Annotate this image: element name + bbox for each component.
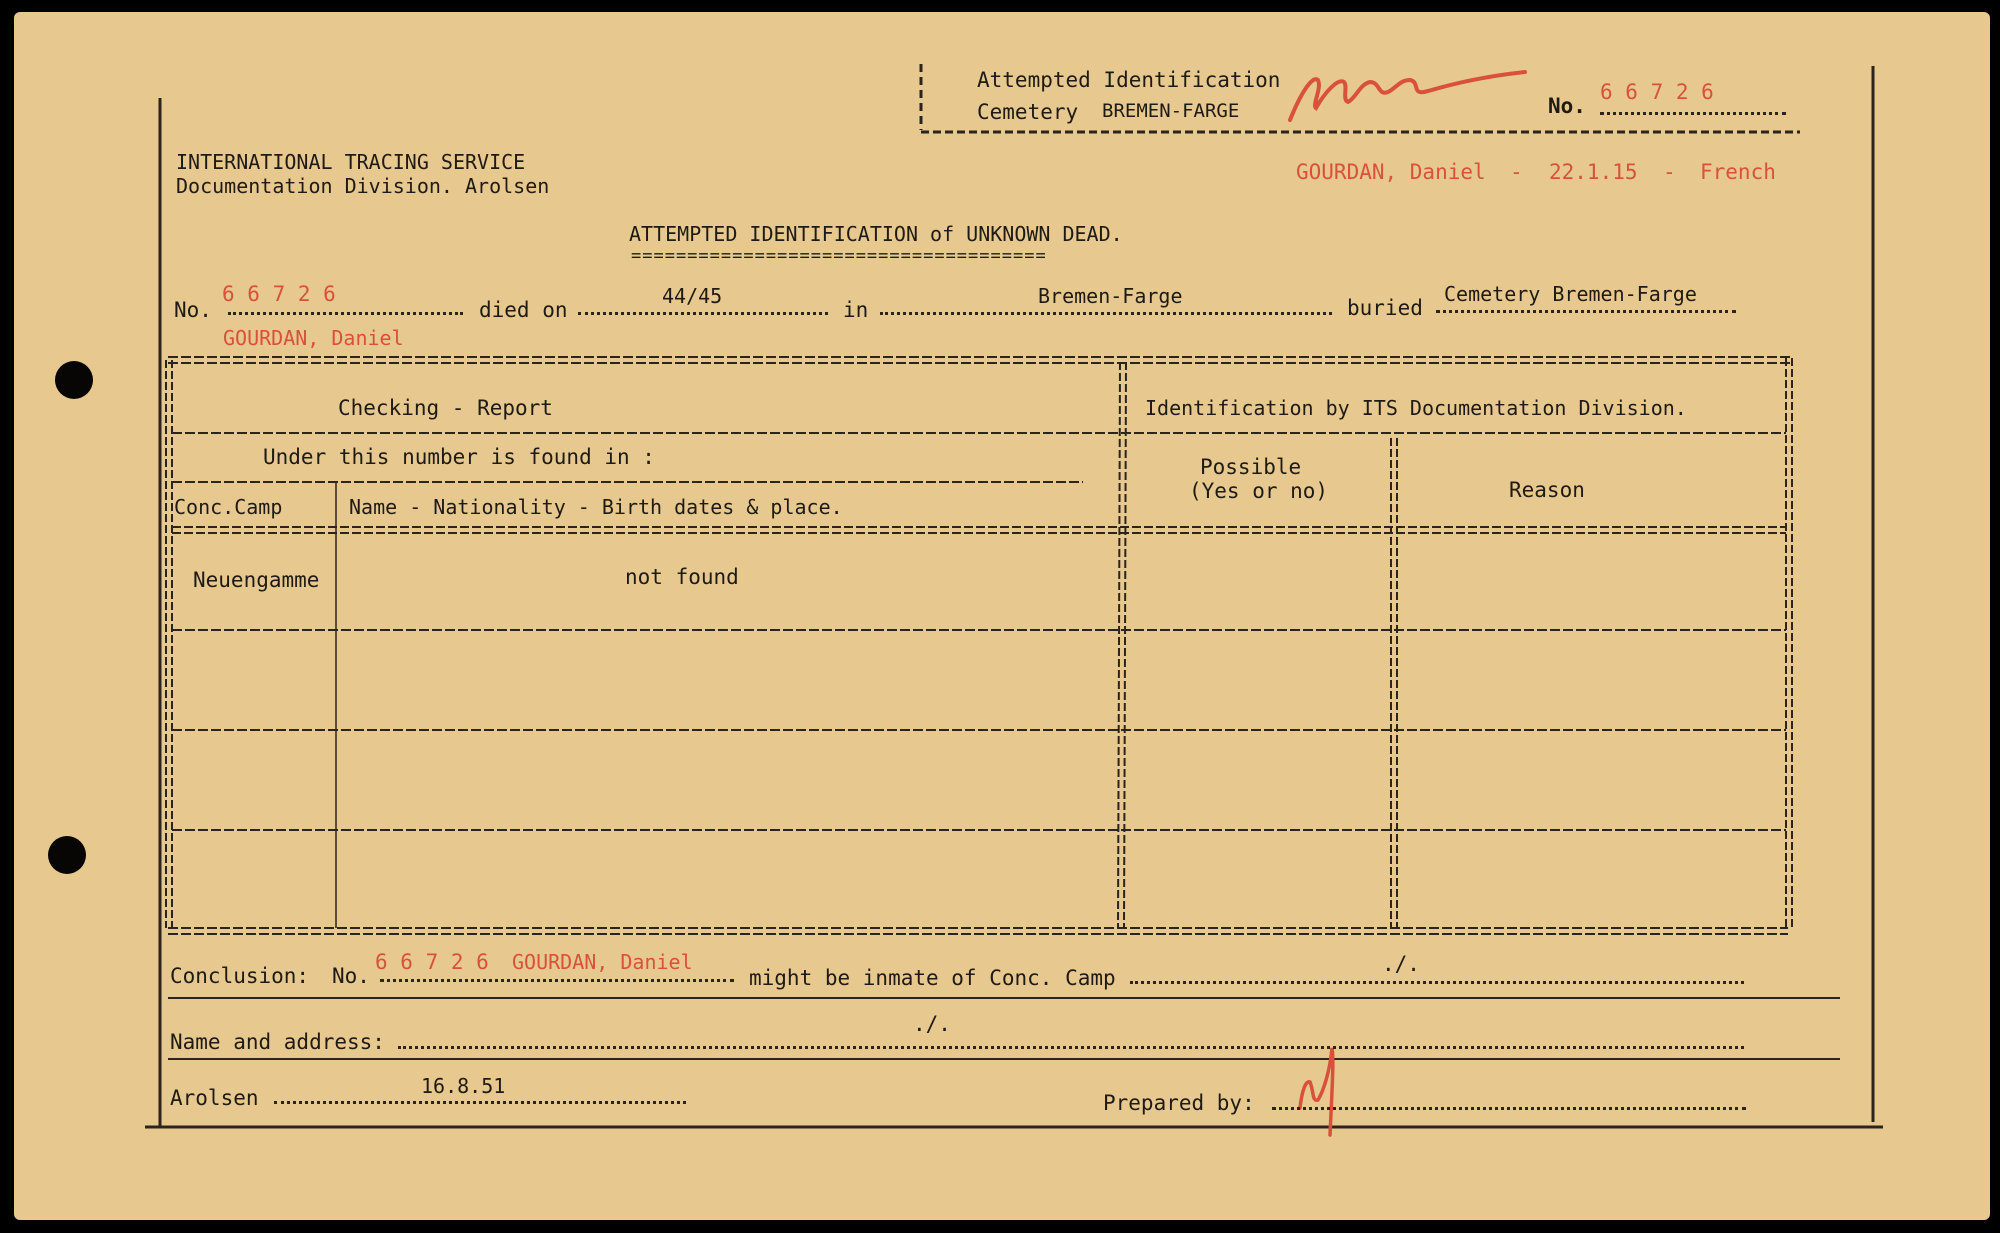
conclusion-label: Conclusion: <box>170 964 310 988</box>
header-cemetery-label: Cemetery <box>977 100 1079 124</box>
record-in-value: Bremen-Farge <box>1038 284 1183 308</box>
footer-initials <box>1345 1098 1346 1099</box>
record-buried-dots <box>1436 310 1736 313</box>
conclusion-camp-dots <box>1130 981 1744 984</box>
record-no-value: 6 6 7 2 6 <box>222 282 336 306</box>
name-address-label: Name and address: <box>170 1030 385 1054</box>
col-header-camp: Conc.Camp <box>174 495 283 519</box>
initials-signature-mark <box>1300 1048 1333 1135</box>
table-row-1-name: not found <box>625 565 739 589</box>
header-no-dots <box>1600 112 1786 115</box>
subject-sep-1: - <box>1510 160 1523 184</box>
record-buried-label: buried <box>1347 296 1423 320</box>
subject-name: GOURDAN, Daniel <box>1296 160 1486 184</box>
record-no-label: No. <box>174 298 212 322</box>
under-number-label: Under this number is found in : <box>263 445 655 469</box>
col-header-possible-2: (Yes or no) <box>1189 479 1329 503</box>
conclusion-name-value: GOURDAN, Daniel <box>512 950 693 974</box>
subject-sep-2: - <box>1663 160 1676 184</box>
subject-nationality: French <box>1700 160 1776 184</box>
header-cemetery-value: BREMEN-FARGE <box>1102 100 1240 122</box>
record-no-dots <box>228 312 463 315</box>
conclusion-camp-value: ./. <box>1382 952 1420 976</box>
footer-date-value: 16.8.51 <box>421 1074 506 1098</box>
record-buried-value: Cemetery Bremen-Farge <box>1444 282 1697 306</box>
col-header-reason: Reason <box>1509 478 1585 502</box>
record-name-value: GOURDAN, Daniel <box>223 326 404 350</box>
col-header-possible-1: Possible <box>1200 455 1302 479</box>
document-title: ATTEMPTED IDENTIFICATION of UNKNOWN DEAD. <box>629 222 1123 246</box>
conclusion-no-label: No. <box>332 964 370 988</box>
col-header-name: Name - Nationality - Birth dates & place. <box>349 495 843 519</box>
conclusion-no-value: 6 6 7 2 6 <box>375 950 489 974</box>
record-in-dots <box>880 312 1332 315</box>
name-address-dots <box>398 1046 1744 1049</box>
header-attempted-identification: Attempted Identification <box>977 68 1281 92</box>
footer-prepared-dots <box>1272 1107 1746 1110</box>
conclusion-no-dots <box>380 979 734 982</box>
handwritten-none-mark <box>1290 72 1525 120</box>
footer-place-label: Arolsen <box>170 1086 259 1110</box>
organization-name: INTERNATIONAL TRACING SERVICE <box>176 150 526 174</box>
header-no-label: No. <box>1548 94 1586 118</box>
conclusion-might-be: might be inmate of Conc. Camp <box>749 966 1116 990</box>
footer-prepared-label: Prepared by: <box>1103 1091 1255 1115</box>
record-in-label: in <box>843 298 869 322</box>
table-row-1-camp: Neuengamme <box>193 568 320 592</box>
header-no-value: 6 6 7 2 6 <box>1600 80 1714 104</box>
organization-division: Documentation Division. Arolsen <box>176 174 550 198</box>
checking-report-header: Checking - Report <box>338 396 553 420</box>
subject-birth-date: 22.1.15 <box>1549 160 1638 184</box>
footer-date-dots <box>274 1101 686 1104</box>
name-address-value: ./. <box>913 1012 951 1036</box>
title-underline: ===================================== <box>631 246 1047 266</box>
identification-header: Identification by ITS Documentation Division. <box>1145 396 1687 420</box>
record-died-dots <box>578 312 828 315</box>
record-died-value: 44/45 <box>662 284 723 308</box>
record-died-label: died on <box>479 298 568 322</box>
